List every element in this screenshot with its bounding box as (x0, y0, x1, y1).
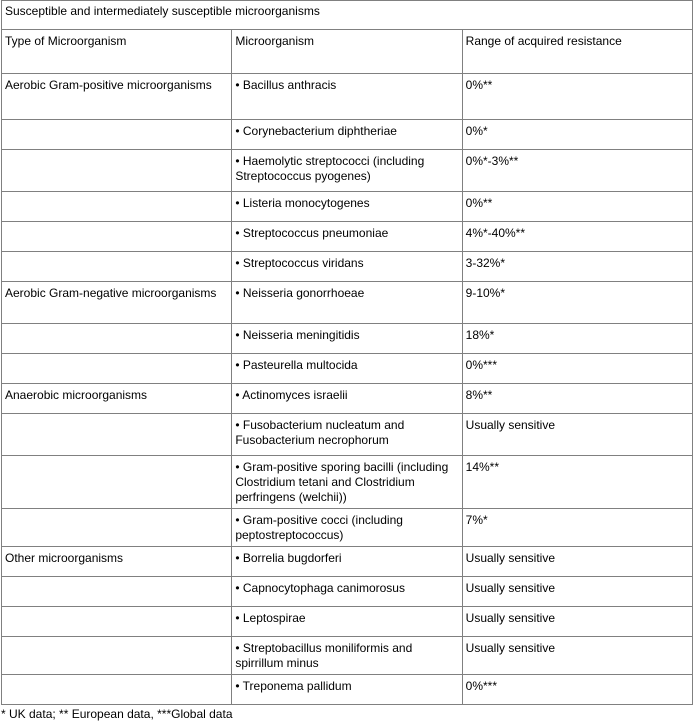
cell-resistance: 4%*-40%** (462, 222, 692, 252)
cell-microorganism: • Gram-positive sporing bacilli (including Clostridium tetani and Clostridium perfringens (welchii)) (232, 456, 462, 509)
cell-microorganism: • Corynebacterium diphtheriae (232, 120, 462, 150)
cell-type (2, 252, 232, 282)
cell-type (2, 120, 232, 150)
cell-microorganism: • Pasteurella multocida (232, 354, 462, 384)
cell-resistance: 14%** (462, 456, 692, 509)
table-row (2, 577, 693, 607)
cell-microorganism: • Capnocytophaga canimorosus (232, 577, 462, 607)
cell-microorganism: • Neisseria meningitidis (232, 324, 462, 354)
table-title: Susceptible and intermediately susceptible microorganisms (2, 1, 693, 30)
table-row (2, 414, 693, 456)
cell-resistance: 18%* (462, 324, 692, 354)
cell-resistance: Usually sensitive (462, 547, 692, 577)
cell-type: Anaerobic microorganisms (2, 384, 232, 414)
footnote: * UK data; ** European data, ***Global data (1, 707, 233, 721)
cell-type: Other microorganisms (2, 547, 232, 577)
cell-resistance: 0%** (462, 192, 692, 222)
cell-microorganism: • Haemolytic streptococci (including Streptococcus pyogenes) (232, 150, 462, 192)
table-row (2, 282, 693, 324)
cell-microorganism: • Bacillus anthracis (232, 74, 462, 120)
cell-type (2, 324, 232, 354)
cell-resistance: 0%** (462, 74, 692, 120)
cell-resistance: Usually sensitive (462, 577, 692, 607)
cell-type (2, 456, 232, 509)
cell-resistance: Usually sensitive (462, 637, 692, 675)
cell-resistance: 0%*** (462, 675, 692, 705)
cell-microorganism: • Streptococcus viridans (232, 252, 462, 282)
table-body (2, 1, 693, 705)
table-row (2, 607, 693, 637)
cell-resistance: 7%* (462, 509, 692, 547)
table-row (2, 120, 693, 150)
cell-type (2, 577, 232, 607)
cell-type (2, 509, 232, 547)
cell-microorganism: • Borrelia bugdorferi (232, 547, 462, 577)
table-row (2, 192, 693, 222)
cell-type (2, 607, 232, 637)
cell-type (2, 192, 232, 222)
table-row (2, 547, 693, 577)
cell-resistance: 0%* (462, 120, 692, 150)
table-title-row (2, 1, 693, 30)
table-row (2, 384, 693, 414)
header-resistance: Range of acquired resistance (462, 30, 692, 74)
cell-microorganism: • Leptospirae (232, 607, 462, 637)
cell-type (2, 354, 232, 384)
cell-microorganism: • Streptobacillus moniliformis and spirrillum minus (232, 637, 462, 675)
cell-type (2, 675, 232, 705)
cell-resistance: 9-10%* (462, 282, 692, 324)
cell-resistance: Usually sensitive (462, 607, 692, 637)
table-row (2, 354, 693, 384)
table-row (2, 456, 693, 509)
cell-microorganism: • Gram-positive cocci (including peptostreptococcus) (232, 509, 462, 547)
cell-microorganism: • Fusobacterium nucleatum and Fusobacterium necrophorum (232, 414, 462, 456)
header-microorganism: Microorganism (232, 30, 462, 74)
cell-microorganism: • Streptococcus pneumoniae (232, 222, 462, 252)
table-row (2, 324, 693, 354)
cell-type (2, 222, 232, 252)
cell-microorganism: • Treponema pallidum (232, 675, 462, 705)
cell-type (2, 637, 232, 675)
cell-resistance: 0%*** (462, 354, 692, 384)
table-row (2, 150, 693, 192)
cell-microorganism: • Actinomyces israelii (232, 384, 462, 414)
cell-resistance: Usually sensitive (462, 414, 692, 456)
table-header-row (2, 30, 693, 74)
cell-type: Aerobic Gram-negative microorganisms (2, 282, 232, 324)
table-row (2, 637, 693, 675)
cell-type (2, 414, 232, 456)
table-row (2, 252, 693, 282)
table-row (2, 74, 693, 120)
cell-microorganism: • Listeria monocytogenes (232, 192, 462, 222)
cell-resistance: 3-32%* (462, 252, 692, 282)
table-row (2, 222, 693, 252)
cell-resistance: 0%*-3%** (462, 150, 692, 192)
table-row (2, 509, 693, 547)
cell-microorganism: • Neisseria gonorrhoeae (232, 282, 462, 324)
table-row (2, 675, 693, 705)
susceptibility-table (1, 0, 693, 705)
cell-type (2, 150, 232, 192)
header-type: Type of Microorganism (2, 30, 232, 74)
cell-resistance: 8%** (462, 384, 692, 414)
cell-type: Aerobic Gram-positive microorganisms (2, 74, 232, 120)
